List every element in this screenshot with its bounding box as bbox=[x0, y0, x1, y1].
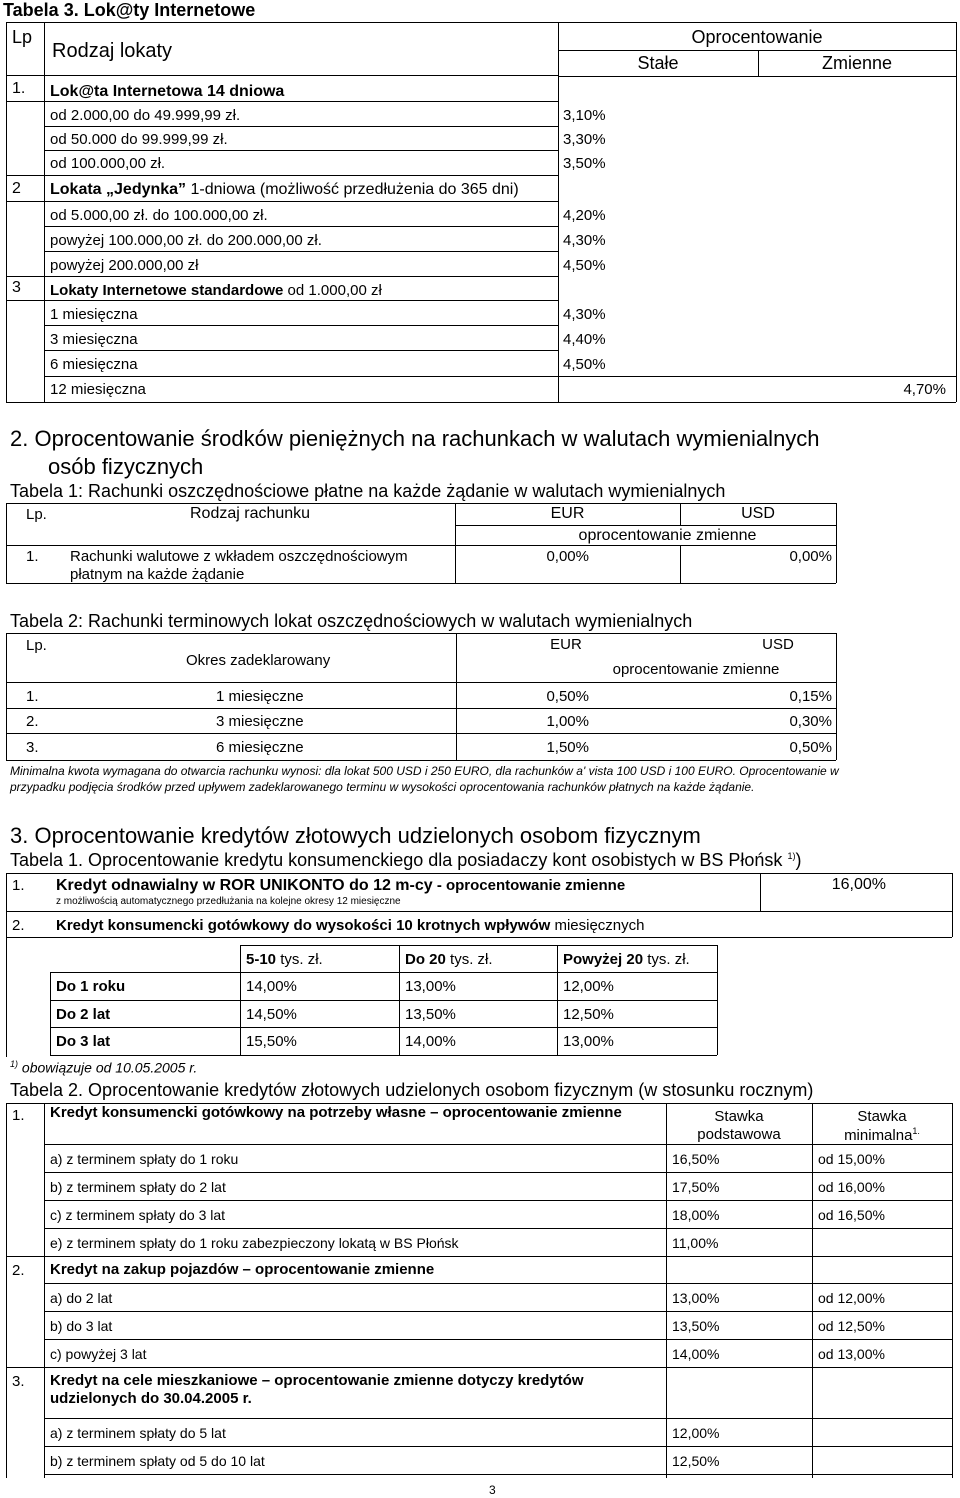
section2-table1-header-rodzaj: Rodzaj rachunku bbox=[190, 505, 311, 522]
section2-table1-row-label: Rachunki walutowe z wkładem oszczędnościowym bbox=[70, 548, 408, 565]
table3-row-rate: 4,70% bbox=[903, 381, 946, 398]
table3-group3-title: Lokaty Internetowe standardowe od 1.000,00 zł bbox=[50, 282, 382, 299]
section2-table2-row-label: 1 miesięczne bbox=[216, 688, 304, 705]
section3-table2-row-base: 17,50% bbox=[672, 1179, 720, 1195]
table3-group1-number: 1. bbox=[12, 80, 26, 97]
section2-table2-row-usd: 0,15% bbox=[789, 688, 832, 705]
section3-table2-title: Tabela 2. Oprocentowanie kredytów złotowych udzielonych osobom fizycznym (w stosunku rocznym) bbox=[10, 1080, 814, 1100]
table3-group1-title: Lok@ta Internetowa 14 dniowa bbox=[50, 83, 285, 100]
table3-row-rate: 3,30% bbox=[563, 131, 606, 148]
section3-table2-row-label: a) z terminem spłaty do 5 lat bbox=[50, 1425, 226, 1441]
section3-heading: 3. Oprocentowanie kredytów złotowych udzielonych osobom fizycznym bbox=[10, 823, 701, 848]
section2-heading: 2. Oprocentowanie środków pieniężnych na rachunkach w walutach wymienialnych bbox=[10, 426, 820, 451]
section3-grid-cell: 14,00% bbox=[405, 1033, 456, 1050]
section2-table1-title: Tabela 1: Rachunki oszczędnościowe płatne na każde żądanie w walutach wymienialnych bbox=[10, 481, 726, 501]
section3-table2-row-min: od 13,00% bbox=[818, 1346, 885, 1362]
section2-table2-row-number: 3. bbox=[26, 739, 39, 756]
table3-group3-number: 3 bbox=[12, 279, 21, 296]
section2-table2-header-lp: Lp. bbox=[26, 637, 47, 654]
table3-row-rate: 4,30% bbox=[563, 306, 606, 323]
section3-table1-row2-title: Kredyt konsumencki gotówkowy do wysokości 10 krotnych wpływów miesięcznych bbox=[56, 917, 645, 934]
section3-grid-cell: 13,50% bbox=[405, 1006, 456, 1023]
section3-table2-s1-title: Kredyt konsumencki gotówkowy na potrzeby własne – oprocentowanie zmienne bbox=[50, 1104, 622, 1121]
table3-row-rate: 4,30% bbox=[563, 232, 606, 249]
section3-grid-cell: 13,00% bbox=[563, 1033, 614, 1050]
section3-table2-row-base: 12,50% bbox=[672, 1453, 720, 1469]
table3-group2-title: Lokata „Jedynka” 1-dniowa (możliwość przedłużenia do 365 dni) bbox=[50, 181, 519, 198]
section3-grid-cell: 14,00% bbox=[246, 978, 297, 995]
section2-table1-header-usd: USD bbox=[741, 505, 775, 522]
section3-table2-row-label: a) do 2 lat bbox=[50, 1290, 113, 1306]
section2-table1-header-eur: EUR bbox=[550, 505, 585, 522]
section3-footnote: $^{1)}$ obowiązuje od 10.05.2005 r. bbox=[10, 1059, 198, 1076]
page-number: 3 bbox=[489, 1483, 496, 1497]
section3-table2-row-base: 11,00% bbox=[672, 1235, 719, 1251]
section3-table2-row-base: 14,00% bbox=[672, 1346, 720, 1362]
section2-table2-header-usd: USD bbox=[762, 636, 794, 653]
table3-title: Tabela 3. Lok@ty Internetowe bbox=[3, 0, 256, 20]
section3-table2-row-label: e) z terminem spłaty do 1 roku zabezpieczony lokatą w BS Płońsk bbox=[50, 1235, 459, 1251]
table3-row-label: 6 miesięczna bbox=[50, 356, 138, 373]
section2-table2-row-usd: 0,50% bbox=[789, 739, 832, 756]
table3-row-label: od 2.000,00 do 49.999,99 zł. bbox=[50, 107, 241, 124]
section2-table1-row-usd: 0,00% bbox=[789, 548, 832, 565]
section3-table2-s1-number: 1. bbox=[12, 1107, 25, 1124]
section3-grid-cell: 12,50% bbox=[563, 1006, 614, 1023]
section3-grid-header: Powyżej 20 tys. zł. bbox=[563, 951, 690, 968]
section2-table2-row-eur: 1,50% bbox=[546, 739, 589, 756]
section3-table2-row-label: b) do 3 lat bbox=[50, 1318, 113, 1334]
table3-row-rate: 3,10% bbox=[563, 107, 606, 124]
table3-header-zmienne: Zmienne bbox=[821, 53, 893, 73]
section3-table2-s3-number: 3. bbox=[12, 1373, 25, 1390]
section2-heading-line2: osób fizycznych bbox=[48, 454, 204, 479]
section3-table1-title: Tabela 1. Oprocentowanie kredytu konsumenckiego dla posiadaczy kont osobistych w BS Płońsk $^{1)}$) bbox=[10, 850, 802, 870]
section3-grid-row-label: Do 3 lat bbox=[56, 1033, 111, 1050]
section2-table2-row-label: 6 miesięczne bbox=[216, 739, 304, 756]
section3-grid-row-label: Do 1 roku bbox=[56, 978, 126, 995]
section3-table1-row1-note: z możliwością automatycznego przedłużania na kolejne okresy 12 miesięczne bbox=[56, 896, 401, 907]
section3-table2-row-label: c) powyżej 3 lat bbox=[50, 1346, 147, 1362]
section3-table2-row-label: b) z terminem spłaty do 2 lat bbox=[50, 1179, 226, 1195]
section2-table1-header-oproc: oprocentowanie zmienne bbox=[578, 527, 757, 544]
table3-row-label: od 100.000,00 zł. bbox=[50, 155, 166, 172]
section3-table2-s3-title-line2: udzielonych do 30.04.2005 r. bbox=[50, 1390, 252, 1407]
section3-table2-row-label: b) z terminem spłaty od 5 do 10 lat bbox=[50, 1453, 265, 1469]
section3-grid-header: 5-10 tys. zł. bbox=[246, 951, 323, 968]
table3-row-label: powyżej 100.000,00 zł. do 200.000,00 zł. bbox=[50, 232, 322, 249]
section3-table2-header-base: Stawka bbox=[714, 1108, 764, 1125]
section3-table2-row-min: od 12,50% bbox=[818, 1318, 885, 1334]
table3-row-rate: 4,50% bbox=[563, 356, 606, 373]
table3-row-label: powyżej 200.000,00 zł bbox=[50, 257, 199, 274]
section3-table2-row-label: a) z terminem spłaty do 1 roku bbox=[50, 1151, 239, 1167]
section3-table2-s2-title: Kredyt na zakup pojazdów – oprocentowanie zmienne bbox=[50, 1261, 435, 1278]
section3-table2-row-base: 12,00% bbox=[672, 1425, 720, 1441]
section2-note: Minimalna kwota wymagana do otwarcia rachunku wynosi: dla lokat 500 USD i 250 EURO, dla rachunków a' vista 100 USD i 100 EURO. Oprocentowanie w bbox=[10, 764, 839, 778]
section2-table1-header-lp: Lp. bbox=[26, 506, 47, 523]
table3-row-label: od 5.000,00 zł. do 100.000,00 zł. bbox=[50, 207, 268, 224]
section2-table2-header-eur: EUR bbox=[550, 636, 582, 653]
section3-table2-s2-number: 2. bbox=[12, 1262, 25, 1279]
table3-header-rodzaj: Rodzaj lokaty bbox=[52, 40, 173, 62]
table3-row-label: od 50.000 do 99.999,99 zł. bbox=[50, 131, 228, 148]
section3-table2-row-min: od 16,00% bbox=[818, 1179, 885, 1195]
section3-grid-cell: 14,50% bbox=[246, 1006, 297, 1023]
section3-grid-cell: 13,00% bbox=[405, 978, 456, 995]
table3-row-rate: 4,40% bbox=[563, 331, 606, 348]
section2-table2-row-number: 1. bbox=[26, 688, 39, 705]
section2-table1-row-label: płatnym na każde żądanie bbox=[70, 566, 245, 583]
table3-row-label: 3 miesięczna bbox=[50, 331, 138, 348]
section2-table1-row-eur: 0,00% bbox=[546, 548, 589, 565]
section3-table1-row1-rate: 16,00% bbox=[831, 876, 886, 893]
section2-table2-title: Tabela 2: Rachunki terminowych lokat oszczędnościowych w walutach wymienialnych bbox=[10, 611, 693, 631]
section2-table2-row-usd: 0,30% bbox=[789, 713, 832, 730]
table3-header-lp: Lp bbox=[12, 27, 33, 47]
section3-grid-cell: 12,00% bbox=[563, 978, 614, 995]
section2-table2-row-eur: 0,50% bbox=[546, 688, 589, 705]
section3-grid-cell: 15,50% bbox=[246, 1033, 297, 1050]
section2-note-line2: przypadku podjęcia środków przed upływem zadeklarowanego terminu w wysokości oprocentowania rachunków płatnych na każde żądanie. bbox=[10, 780, 755, 794]
section3-table1-row1-title: Kredyt odnawialny w ROR UNIKONTO do 12 m-cy - oprocentowanie zmienne bbox=[56, 877, 626, 894]
section3-table2-s3-title: Kredyt na cele mieszkaniowe – oprocentowanie zmienne dotyczy kredytów bbox=[50, 1372, 584, 1389]
table3-header-oprocentowanie: Oprocentowanie bbox=[691, 27, 823, 47]
section3-grid-row-label: Do 2 lat bbox=[56, 1006, 111, 1023]
table3-header-stale: Stałe bbox=[637, 53, 679, 73]
table3-row-rate: 4,20% bbox=[563, 207, 606, 224]
section3-table2-row-label: c) z terminem spłaty do 3 lat bbox=[50, 1207, 226, 1223]
table3-row-rate: 4,50% bbox=[563, 257, 606, 274]
section2-table1-row-number: 1. bbox=[26, 548, 39, 565]
section3-table2-row-base: 16,50% bbox=[672, 1151, 720, 1167]
section3-table2-row-base: 13,50% bbox=[672, 1318, 720, 1334]
section3-table2-header-base-line2: podstawowa bbox=[697, 1126, 781, 1143]
section2-table2-row-number: 2. bbox=[26, 713, 39, 730]
section2-table2-header-oproc: oprocentowanie zmienne bbox=[612, 661, 780, 678]
section3-grid-header: Do 20 tys. zł. bbox=[405, 951, 493, 968]
section3-table2-header-min: Stawka bbox=[857, 1108, 907, 1125]
section3-table2-row-base: 13,00% bbox=[672, 1290, 720, 1306]
section3-table2-header-min-line2: minimalna$^{1.}$ bbox=[844, 1126, 920, 1144]
section3-table1-row2-number: 2. bbox=[12, 917, 25, 934]
section3-table1-row1-number: 1. bbox=[12, 877, 25, 894]
section2-table2-header-okres: Okres zadeklarowany bbox=[186, 652, 331, 669]
section3-table2-row-min: od 15,00% bbox=[818, 1151, 885, 1167]
table3-row-label: 1 miesięczna bbox=[50, 306, 138, 323]
table3-row-rate: 3,50% bbox=[563, 155, 606, 172]
section3-table2-row-base: 18,00% bbox=[672, 1207, 720, 1223]
table3-row-label: 12 miesięczna bbox=[50, 381, 146, 398]
section3-table2-row-min: od 12,00% bbox=[818, 1290, 885, 1306]
table3-group2-number: 2 bbox=[12, 180, 21, 197]
section3-table2-row-min: od 16,50% bbox=[818, 1207, 885, 1223]
section2-table2-row-label: 3 miesięczne bbox=[216, 713, 304, 730]
section2-table2-row-eur: 1,00% bbox=[546, 713, 589, 730]
